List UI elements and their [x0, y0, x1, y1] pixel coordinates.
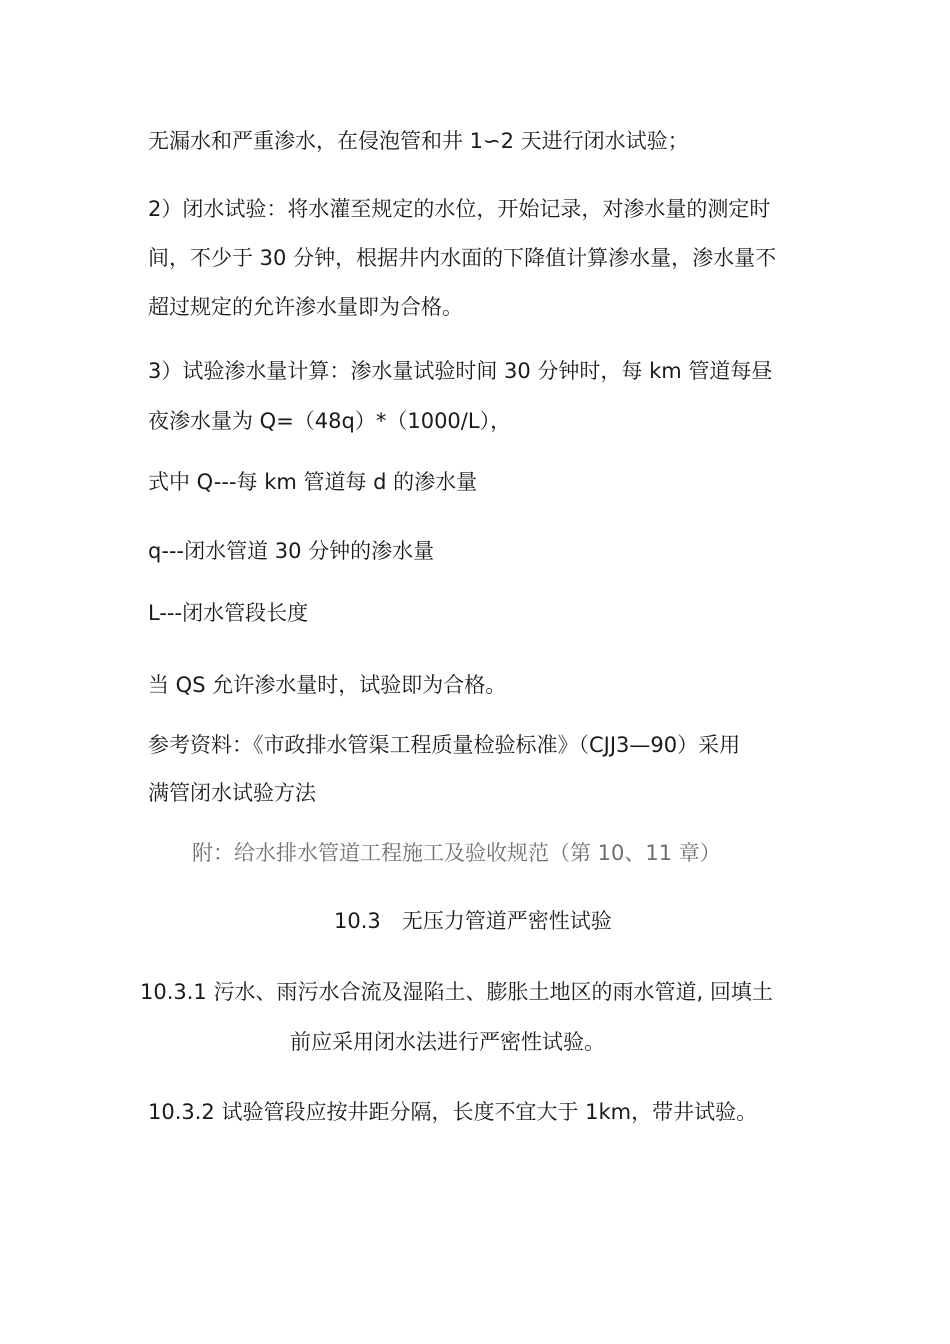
formula-definition: L---闭水管段长度 [148, 601, 309, 625]
body-text-line: 间，不少于 30 分钟，根据井内水面的下降值计算渗水量，渗水量不 [148, 246, 777, 270]
reference-line: 满管闭水试验方法 [148, 781, 316, 805]
body-text-line: 当 QS 允许渗水量时，试验即为合格。 [148, 673, 507, 697]
formula-definition: 式中 Q---每 km 管道每 d 的渗水量 [148, 470, 478, 494]
reference-line: 参考资料：《市政排水管渠工程质量检验标准》（CJJ3—90）采用 [148, 733, 741, 757]
clause-10-3-1-continued: 前应采用闭水法进行严密性试验。 [290, 1030, 605, 1054]
formula-definition: q---闭水管道 30 分钟的渗水量 [148, 539, 435, 563]
body-text-line: 超过规定的允许渗水量即为合格。 [148, 295, 463, 319]
body-text-line: 3）试验渗水量计算：渗水量试验时间 30 分钟时，每 km 管道每昼 [148, 359, 773, 383]
clause-10-3-1: 10.3.1 污水、雨污水合流及湿陷土、膨胀土地区的雨水管道, 回填土 [140, 980, 773, 1004]
appendix-title: 附：给水排水管道工程施工及验收规范（第 10、11 章） [192, 841, 721, 865]
clause-10-3-2: 10.3.2 试验管段应按井距分隔，长度不宜大于 1km，带井试验。 [148, 1100, 758, 1124]
body-text-line: 无漏水和严重渗水，在侵泡管和井 1∽2 天进行闭水试验； [148, 129, 689, 153]
section-heading: 10.3 无压力管道严密性试验 [334, 909, 612, 933]
formula-line: 夜渗水量为 Q=（48q）*（1000/L）， [148, 409, 512, 433]
body-text-line: 2）闭水试验：将水灌至规定的水位，开始记录，对渗水量的测定时 [148, 197, 771, 221]
